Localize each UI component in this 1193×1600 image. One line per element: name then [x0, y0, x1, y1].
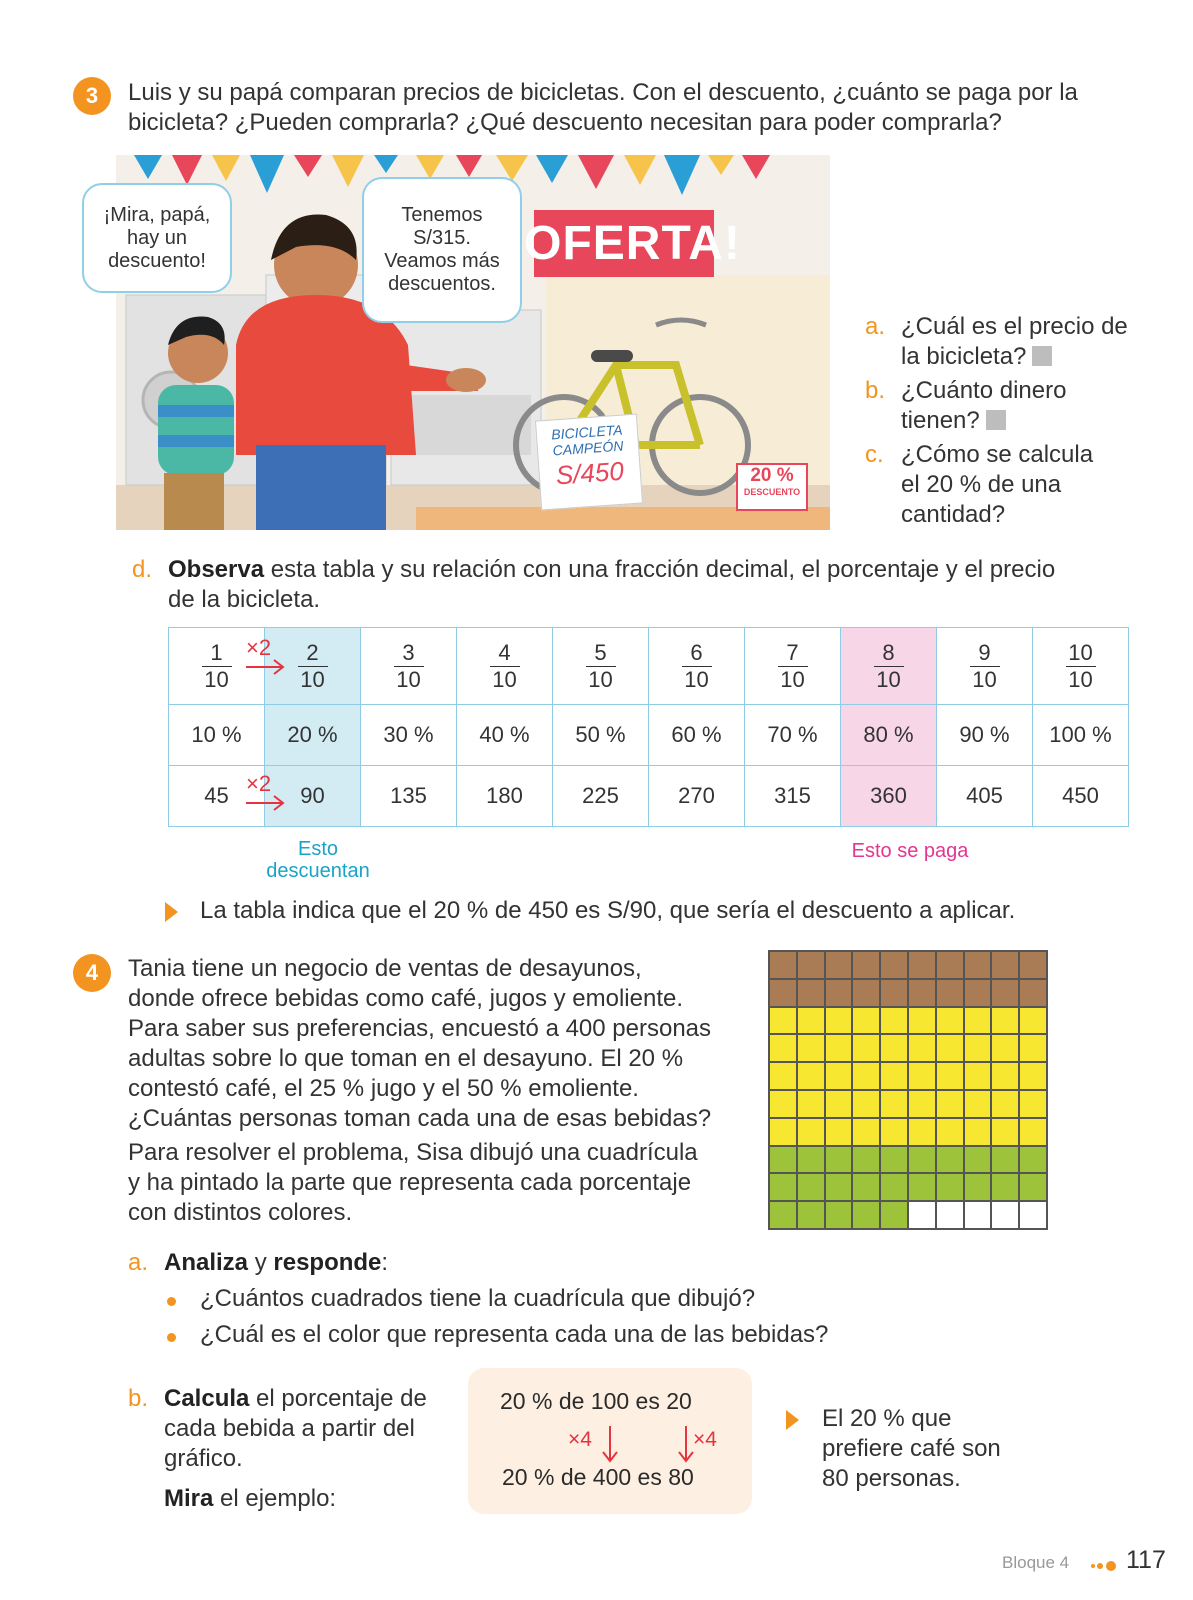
grid-square	[825, 1090, 853, 1118]
store-illustration	[103, 155, 830, 530]
problem4-a-bullet1: ¿Cuántos cuadrados tiene la cuadrícula que dibujó?	[200, 1285, 756, 1312]
grid-square	[825, 1146, 853, 1174]
example-line2: 20 % de 400 es 80	[502, 1464, 694, 1490]
problem4-a-letter: a.	[128, 1249, 149, 1276]
grid-square	[991, 1090, 1019, 1118]
grid-square	[1019, 951, 1047, 979]
amount-cell: 45	[169, 766, 265, 827]
grid-square	[936, 1007, 964, 1035]
grid-square	[852, 1146, 880, 1174]
percent-cell: 10 %	[169, 705, 265, 766]
grid-square	[908, 1007, 936, 1035]
grid-square	[964, 951, 992, 979]
grid-square	[991, 1007, 1019, 1035]
grid-square	[908, 1201, 936, 1229]
grid-square	[852, 1062, 880, 1090]
grid-square	[936, 1173, 964, 1201]
percent-cell: 80 %	[841, 705, 937, 766]
grid-square	[825, 1201, 853, 1229]
question-d-letter: d.	[132, 556, 153, 583]
grid-square	[769, 1034, 797, 1062]
question-d-text: Observa esta tabla y su relación con una fracción decimal, el porcentaje y el precio de la bicicleta.	[168, 556, 1056, 613]
amount-cell: 270	[649, 766, 745, 827]
grid-square	[964, 1201, 992, 1229]
percent-cell: 70 %	[745, 705, 841, 766]
grid-square	[769, 951, 797, 979]
right-arrow-icon	[244, 793, 288, 843]
grid-square	[908, 1062, 936, 1090]
grid-square	[852, 1007, 880, 1035]
grid-square	[825, 1007, 853, 1035]
question-c-letter: c.	[865, 441, 884, 468]
down-arrows-icon	[598, 1422, 698, 1466]
grid-square	[769, 1007, 797, 1035]
problem4-a-bullet2: ¿Cuál es el color que representa cada una de las bebidas?	[200, 1321, 829, 1348]
grid-square	[991, 951, 1019, 979]
fraction-cell	[745, 628, 841, 705]
label-descuentan: Esto descuentan	[266, 838, 370, 882]
fraction-cell	[457, 628, 553, 705]
fraction: $\frac{5}{10}$	[586, 641, 616, 693]
grid-square	[936, 1090, 964, 1118]
fraction-cell	[841, 628, 937, 705]
fraction-cell	[649, 628, 745, 705]
grid-square	[908, 1173, 936, 1201]
grid-square	[825, 951, 853, 979]
child-speech-bubble: ¡Mira, papá, hay un descuento!	[82, 183, 232, 293]
grid-square	[797, 1173, 825, 1201]
grid-square	[936, 1062, 964, 1090]
discount-tag: 20 % DESCUENTO	[736, 463, 808, 511]
grid-square	[825, 1034, 853, 1062]
amount-cell: 360	[841, 766, 937, 827]
fraction-cell	[553, 628, 649, 705]
grid-square	[908, 1118, 936, 1146]
grid-square	[936, 979, 964, 1007]
grid-square	[936, 1146, 964, 1174]
grid-square	[852, 1090, 880, 1118]
grid-square	[825, 1118, 853, 1146]
amount-cell: 90	[265, 766, 361, 827]
fraction: $\frac{1}{10}$	[202, 641, 232, 693]
grid-square	[769, 1173, 797, 1201]
fraction: $\frac{4}{10}$	[490, 641, 520, 693]
grid-square	[1019, 1146, 1047, 1174]
footer-bloque: Bloque 4	[1002, 1553, 1070, 1572]
question-a-letter: a.	[865, 313, 886, 340]
problem4-paragraph2: Para resolver el problema, Sisa dibujó una cuadrícula y ha pintado la parte que representa cada porcentaje con distintos colores.	[128, 1139, 698, 1226]
answer-box[interactable]	[986, 410, 1006, 430]
problem4-b-letter: b.	[128, 1385, 149, 1412]
percent-cell: 40 %	[457, 705, 553, 766]
grid-square	[880, 1090, 908, 1118]
amount-cell: 450	[1033, 766, 1129, 827]
percent-cell: 60 %	[649, 705, 745, 766]
amount-cell: 405	[937, 766, 1033, 827]
fraction: $\frac{10}{10}$	[1066, 641, 1096, 693]
bullet-dot	[167, 1333, 176, 1342]
grid-square	[769, 1118, 797, 1146]
problem3-statement	[128, 78, 1168, 138]
grid-square	[908, 951, 936, 979]
problem3-line1: Luis y su papá comparan precios de bicicletas. Con el descuento, ¿cuánto se paga por la	[128, 79, 1078, 106]
grid-square	[825, 1173, 853, 1201]
grid-square	[991, 1062, 1019, 1090]
example-line1: 20 % de 100 es 20	[500, 1388, 692, 1414]
grid-square	[880, 1062, 908, 1090]
fraction: $\frac{7}{10}$	[778, 641, 808, 693]
table-conclusion: La tabla indica que el 20 % de 450 es S/90, que sería el descuento a aplicar.	[200, 897, 1016, 924]
grid-square	[880, 1118, 908, 1146]
grid-square	[797, 1090, 825, 1118]
grid-square	[880, 979, 908, 1007]
right-arrow-icon	[244, 657, 288, 707]
grid-square	[964, 1062, 992, 1090]
grid-square	[769, 1090, 797, 1118]
fraction-cell	[361, 628, 457, 705]
grid-square	[991, 1034, 1019, 1062]
fraction-cell	[937, 628, 1033, 705]
amount-cell: 180	[457, 766, 553, 827]
grid-square	[1019, 1118, 1047, 1146]
percent-table	[168, 627, 1129, 827]
problem-number-badge: 3	[73, 77, 111, 115]
answer-box[interactable]	[1032, 346, 1052, 366]
grid-square	[1019, 1034, 1047, 1062]
percent-cell: 100 %	[1033, 705, 1129, 766]
example-box	[468, 1368, 752, 1514]
grid-square	[797, 1034, 825, 1062]
example-note: El 20 % que prefiere café son 80 personas.	[822, 1405, 1001, 1492]
amount-cell: 315	[745, 766, 841, 827]
grid-square	[964, 1034, 992, 1062]
pointer-triangle	[165, 902, 178, 922]
dots-icon	[1090, 1559, 1120, 1573]
percent-cell: 20 %	[265, 705, 361, 766]
grid-square	[852, 1201, 880, 1229]
grid-square	[852, 979, 880, 1007]
grid-square	[1019, 1062, 1047, 1090]
problem-number-badge: 4	[73, 954, 111, 992]
grid-square	[991, 1173, 1019, 1201]
grid-square	[769, 979, 797, 1007]
grid-square	[880, 1034, 908, 1062]
grid-square	[991, 979, 1019, 1007]
fraction-cell	[1033, 628, 1129, 705]
grid-square	[825, 979, 853, 1007]
grid-square	[936, 951, 964, 979]
example-mult-left: ×4	[568, 1428, 592, 1451]
grid-square	[991, 1118, 1019, 1146]
grid-square	[769, 1146, 797, 1174]
fraction: $\frac{6}{10}$	[682, 641, 712, 693]
bullet-dot	[167, 1297, 176, 1306]
grid-square	[797, 1146, 825, 1174]
grid-square	[880, 1146, 908, 1174]
problem4-a-heading: Analiza y responde:	[164, 1249, 389, 1276]
grid-square	[964, 1118, 992, 1146]
hundred-square-grid	[768, 950, 1048, 1230]
grid-square	[964, 1007, 992, 1035]
fraction: $\frac{3}{10}$	[394, 641, 424, 693]
problem4-b-text: Calcula el porcentaje de cada bebida a partir del gráfico.	[164, 1385, 427, 1472]
grid-square	[797, 1201, 825, 1229]
question-b-letter: b.	[865, 377, 886, 404]
grid-square	[852, 1118, 880, 1146]
father-speech-bubble: Tenemos S/315. Veamos más descuentos.	[362, 177, 522, 323]
grid-square	[769, 1201, 797, 1229]
grid-square	[1019, 1090, 1047, 1118]
grid-square	[880, 951, 908, 979]
oferta-banner: ¡OFERTA!	[534, 210, 714, 277]
percent-cell: 90 %	[937, 705, 1033, 766]
grid-square	[825, 1062, 853, 1090]
grid-square	[908, 1146, 936, 1174]
amount-cell: 135	[361, 766, 457, 827]
amount-cell: 225	[553, 766, 649, 827]
grid-square	[964, 1090, 992, 1118]
example-mult-right: ×4	[693, 1428, 717, 1451]
grid-square	[1019, 1173, 1047, 1201]
problem3-line2: bicicleta? ¿Pueden comprarla? ¿Qué descuento necesitan para poder comprarla?	[128, 109, 1002, 136]
fraction: $\frac{9}{10}$	[970, 641, 1000, 693]
grid-square	[797, 1062, 825, 1090]
grid-square	[769, 1062, 797, 1090]
grid-square	[936, 1118, 964, 1146]
grid-square	[936, 1034, 964, 1062]
grid-square	[880, 1173, 908, 1201]
problem4-b-example: Mira el ejemplo:	[164, 1485, 337, 1512]
grid-square	[908, 1034, 936, 1062]
grid-square	[991, 1201, 1019, 1229]
grid-square	[1019, 1201, 1047, 1229]
problem4-paragraph1: Tania tiene un negocio de ventas de desayunos, donde ofrece bebidas como café, jugos y emoliente. Para saber sus preferencias, encuestó a 400 personas adultas sobre lo que toman en el desayuno. El 20 % contestó café, el 25 % jugo y el 50 % emoliente. ¿Cuántas personas toman cada una de esas bebidas?	[128, 955, 712, 1132]
grid-square	[852, 1034, 880, 1062]
page-number: 117	[1126, 1546, 1166, 1574]
pointer-triangle	[786, 1410, 799, 1430]
grid-square	[936, 1201, 964, 1229]
price-sign: BICICLETA CAMPEÓN S/450	[535, 414, 643, 511]
grid-square	[797, 951, 825, 979]
fraction: $\frac{8}{10}$	[874, 641, 904, 693]
grid-square	[908, 979, 936, 1007]
grid-square	[880, 1201, 908, 1229]
grid-square	[908, 1090, 936, 1118]
grid-square	[852, 951, 880, 979]
grid-square	[797, 1007, 825, 1035]
fraction: $\frac{2}{10}$	[298, 641, 328, 693]
grid-square	[1019, 1007, 1047, 1035]
grid-square	[964, 979, 992, 1007]
label-esto-se-paga: Esto se paga	[851, 840, 969, 862]
grid-square	[1019, 979, 1047, 1007]
grid-square	[797, 979, 825, 1007]
percent-cell: 30 %	[361, 705, 457, 766]
percent-cell: 50 %	[553, 705, 649, 766]
grid-square	[852, 1173, 880, 1201]
grid-square	[797, 1118, 825, 1146]
grid-square	[964, 1146, 992, 1174]
grid-square	[964, 1173, 992, 1201]
grid-square	[991, 1146, 1019, 1174]
grid-square	[880, 1007, 908, 1035]
